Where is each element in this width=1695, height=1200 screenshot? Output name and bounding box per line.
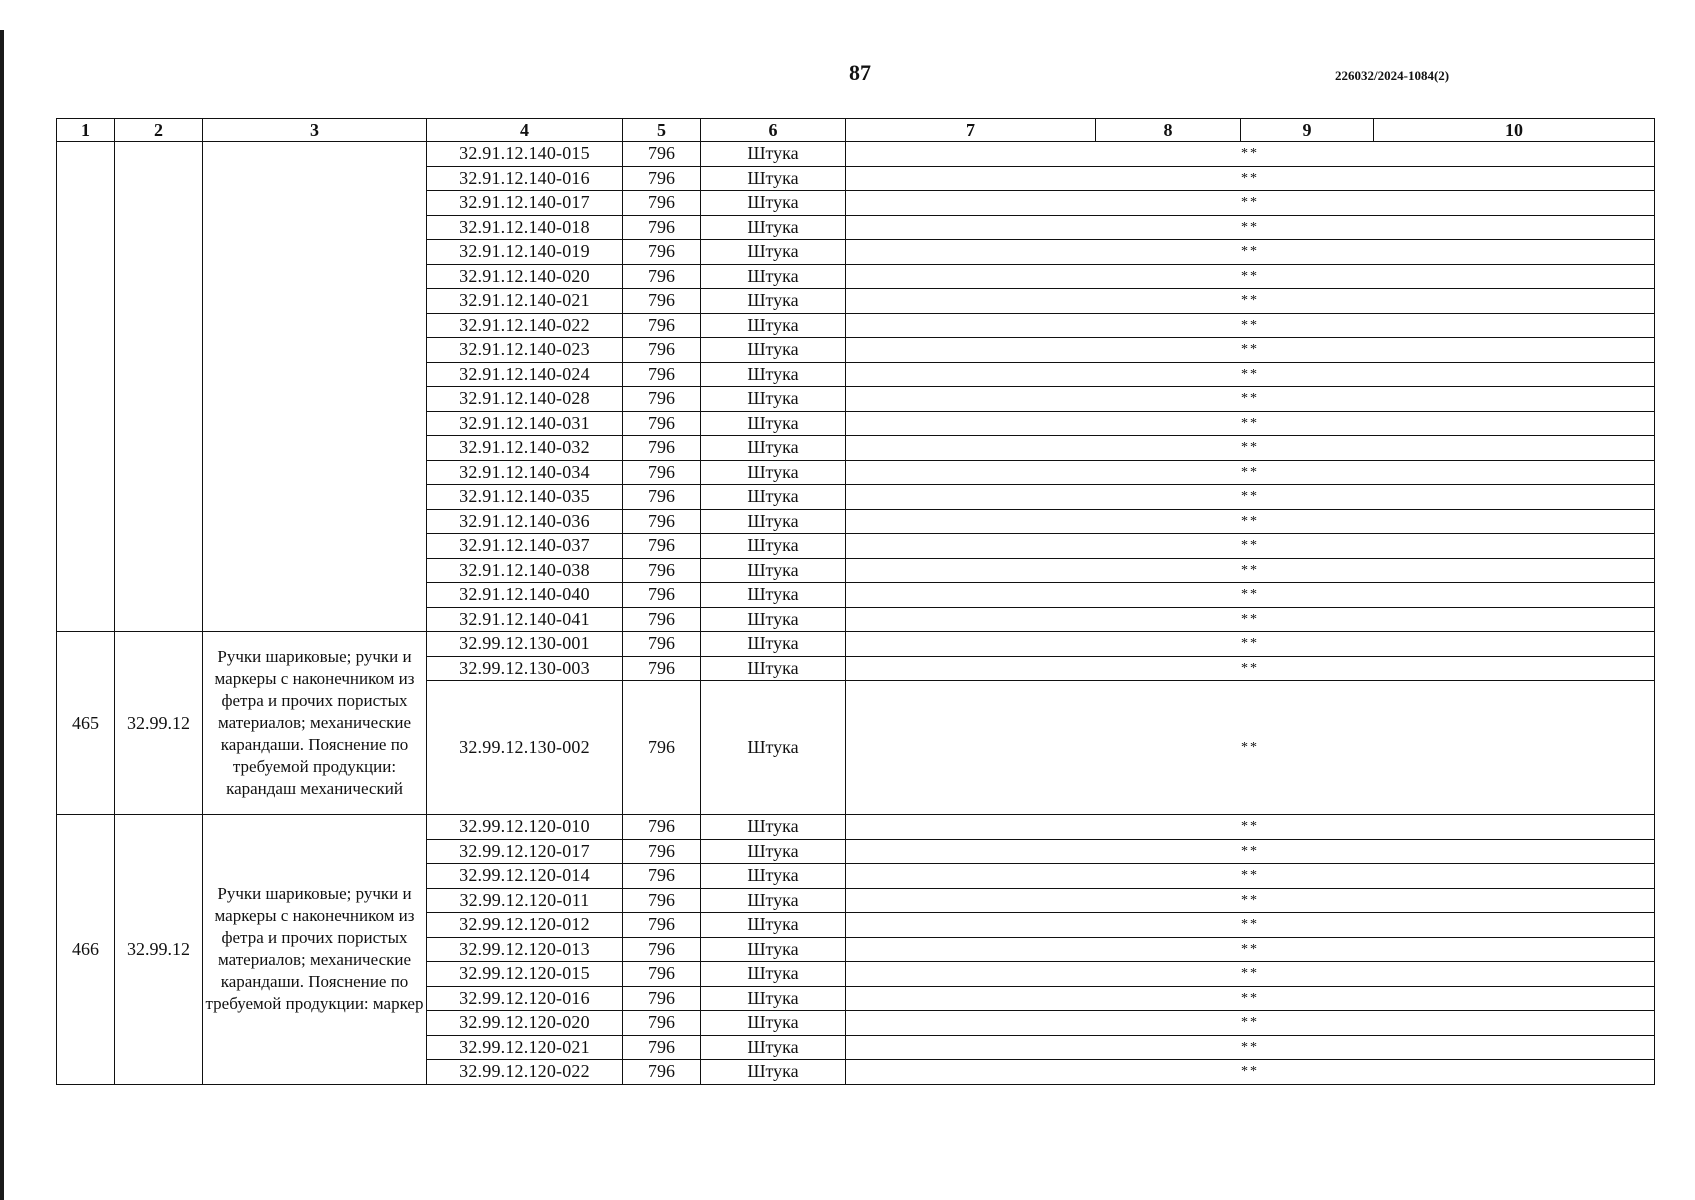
okpd-code-cell: 32.99.12 [115, 632, 203, 815]
merged-note-cell: ** [846, 558, 1655, 583]
row-number-cell [57, 142, 115, 632]
merged-note-cell: ** [846, 142, 1655, 167]
unit-cell: Штука [701, 962, 846, 987]
merged-note-cell: ** [846, 436, 1655, 461]
okei-code-cell: 796 [623, 1035, 701, 1060]
ktru-code-cell: 32.99.12.120-014 [427, 864, 623, 889]
table-body [57, 142, 1655, 1085]
okei-code-cell: 796 [623, 264, 701, 289]
description-cell: Ручки шариковые; ручки и маркеры с наконечником из фетра и прочих пористых материалов; механические карандаши. Пояснение по требуемой продукции: карандаш механический [203, 632, 427, 815]
unit-cell: Штука [701, 1035, 846, 1060]
ktru-code-cell: 32.91.12.140-034 [427, 460, 623, 485]
merged-note-cell: ** [846, 962, 1655, 987]
column-header: 7 [846, 119, 1096, 142]
okei-code-cell: 796 [623, 485, 701, 510]
unit-cell: Штука [701, 815, 846, 840]
okei-code-cell: 796 [623, 607, 701, 632]
merged-note-cell: ** [846, 632, 1655, 657]
merged-note-cell: ** [846, 583, 1655, 608]
okei-code-cell: 796 [623, 534, 701, 559]
okei-code-cell: 796 [623, 962, 701, 987]
ktru-code-cell: 32.99.12.120-020 [427, 1011, 623, 1036]
merged-note-cell: ** [846, 681, 1655, 815]
ktru-code-cell: 32.91.12.140-021 [427, 289, 623, 314]
unit-cell: Штука [701, 509, 846, 534]
unit-cell: Штука [701, 215, 846, 240]
column-header: 8 [1096, 119, 1241, 142]
okei-code-cell: 796 [623, 240, 701, 265]
column-header: 10 [1374, 119, 1655, 142]
unit-cell: Штука [701, 485, 846, 510]
ktru-code-cell: 32.91.12.140-017 [427, 191, 623, 216]
table-row [57, 815, 1655, 840]
ktru-code-cell: 32.99.12.120-013 [427, 937, 623, 962]
merged-note-cell: ** [846, 607, 1655, 632]
ktru-code-cell: 32.99.12.120-016 [427, 986, 623, 1011]
ktru-code-cell: 32.91.12.140-019 [427, 240, 623, 265]
ktru-code-cell: 32.91.12.140-038 [427, 558, 623, 583]
unit-cell: Штука [701, 558, 846, 583]
column-header: 3 [203, 119, 427, 142]
unit-cell: Штука [701, 839, 846, 864]
ktru-code-cell: 32.91.12.140-037 [427, 534, 623, 559]
okei-code-cell: 796 [623, 1011, 701, 1036]
unit-cell: Штука [701, 142, 846, 167]
merged-note-cell: ** [846, 240, 1655, 265]
column-header: 4 [427, 119, 623, 142]
column-header: 5 [623, 119, 701, 142]
document-id: 226032/2024-1084(2) [1335, 68, 1450, 83]
okei-code-cell: 796 [623, 986, 701, 1011]
merged-note-cell: ** [846, 888, 1655, 913]
merged-note-cell: ** [846, 411, 1655, 436]
unit-cell: Штука [701, 1011, 846, 1036]
unit-cell: Штука [701, 240, 846, 265]
unit-cell: Штука [701, 338, 846, 363]
column-header: 9 [1241, 119, 1374, 142]
ktru-code-cell: 32.99.12.120-011 [427, 888, 623, 913]
ktru-code-cell: 32.99.12.120-021 [427, 1035, 623, 1060]
ktru-code-cell: 32.91.12.140-036 [427, 509, 623, 534]
page-number: 87 [849, 60, 871, 85]
merged-note-cell: ** [846, 289, 1655, 314]
okei-code-cell: 796 [623, 864, 701, 889]
merged-note-cell: ** [846, 362, 1655, 387]
okei-code-cell: 796 [623, 558, 701, 583]
ktru-code-cell: 32.91.12.140-018 [427, 215, 623, 240]
unit-cell: Штука [701, 632, 846, 657]
unit-cell: Штука [701, 913, 846, 938]
okei-code-cell: 796 [623, 839, 701, 864]
unit-cell: Штука [701, 436, 846, 461]
merged-note-cell: ** [846, 986, 1655, 1011]
unit-cell: Штука [701, 534, 846, 559]
merged-note-cell: ** [846, 534, 1655, 559]
row-number-cell: 465 [57, 632, 115, 815]
okei-code-cell: 796 [623, 436, 701, 461]
unit-cell: Штука [701, 607, 846, 632]
okei-code-cell: 796 [623, 166, 701, 191]
ktru-code-cell: 32.91.12.140-020 [427, 264, 623, 289]
unit-cell: Штука [701, 313, 846, 338]
unit-cell: Штука [701, 264, 846, 289]
ktru-code-cell: 32.91.12.140-022 [427, 313, 623, 338]
ktru-code-cell: 32.99.12.120-010 [427, 815, 623, 840]
okei-code-cell: 796 [623, 681, 701, 815]
okei-code-cell: 796 [623, 460, 701, 485]
table-row [57, 632, 1655, 657]
merged-note-cell: ** [846, 215, 1655, 240]
merged-note-cell: ** [846, 485, 1655, 510]
merged-note-cell: ** [846, 656, 1655, 681]
ktru-code-cell: 32.99.12.120-012 [427, 913, 623, 938]
okpd-code-cell [115, 142, 203, 632]
unit-cell: Штука [701, 864, 846, 889]
ktru-code-cell: 32.91.12.140-015 [427, 142, 623, 167]
ktru-code-cell: 32.99.12.130-001 [427, 632, 623, 657]
ktru-code-cell: 32.99.12.130-002 [427, 681, 623, 815]
unit-cell: Штука [701, 411, 846, 436]
unit-cell: Штука [701, 888, 846, 913]
unit-cell: Штука [701, 387, 846, 412]
description-cell [203, 142, 427, 632]
ktru-code-cell: 32.91.12.140-040 [427, 583, 623, 608]
unit-cell: Штука [701, 362, 846, 387]
ktru-code-cell: 32.91.12.140-023 [427, 338, 623, 363]
ktru-code-cell: 32.91.12.140-016 [427, 166, 623, 191]
okei-code-cell: 796 [623, 142, 701, 167]
unit-cell: Штука [701, 289, 846, 314]
table-row [57, 142, 1655, 167]
merged-note-cell: ** [846, 313, 1655, 338]
unit-cell: Штука [701, 656, 846, 681]
okei-code-cell: 796 [623, 632, 701, 657]
merged-note-cell: ** [846, 264, 1655, 289]
merged-note-cell: ** [846, 815, 1655, 840]
ktru-code-cell: 32.99.12.120-015 [427, 962, 623, 987]
unit-cell: Штука [701, 460, 846, 485]
okei-code-cell: 796 [623, 1060, 701, 1085]
ktru-code-cell: 32.91.12.140-035 [427, 485, 623, 510]
okei-code-cell: 796 [623, 509, 701, 534]
unit-cell: Штука [701, 681, 846, 815]
okei-code-cell: 796 [623, 411, 701, 436]
merged-note-cell: ** [846, 166, 1655, 191]
description-cell: Ручки шариковые; ручки и маркеры с наконечником из фетра и прочих пористых материалов; механические карандаши. Пояснение по требуемой продукции: маркер [203, 815, 427, 1085]
unit-cell: Штука [701, 937, 846, 962]
merged-note-cell: ** [846, 1060, 1655, 1085]
ktru-code-cell: 32.91.12.140-028 [427, 387, 623, 412]
merged-note-cell: ** [846, 937, 1655, 962]
scan-edge [0, 30, 4, 1200]
merged-note-cell: ** [846, 1011, 1655, 1036]
okei-code-cell: 796 [623, 913, 701, 938]
ktru-code-cell: 32.99.12.120-022 [427, 1060, 623, 1085]
merged-note-cell: ** [846, 839, 1655, 864]
okei-code-cell: 796 [623, 937, 701, 962]
ktru-code-cell: 32.91.12.140-031 [427, 411, 623, 436]
unit-cell: Штука [701, 1060, 846, 1085]
okei-code-cell: 796 [623, 191, 701, 216]
okei-code-cell: 796 [623, 583, 701, 608]
okei-code-cell: 796 [623, 338, 701, 363]
okei-code-cell: 796 [623, 215, 701, 240]
okei-code-cell: 796 [623, 387, 701, 412]
okpd-code-cell: 32.99.12 [115, 815, 203, 1085]
header-row [57, 119, 1655, 142]
ktru-code-cell: 32.91.12.140-041 [427, 607, 623, 632]
okei-code-cell: 796 [623, 815, 701, 840]
column-header: 2 [115, 119, 203, 142]
merged-note-cell: ** [846, 191, 1655, 216]
unit-cell: Штука [701, 986, 846, 1011]
okei-code-cell: 796 [623, 289, 701, 314]
merged-note-cell: ** [846, 1035, 1655, 1060]
column-header: 6 [701, 119, 846, 142]
unit-cell: Штука [701, 166, 846, 191]
okei-code-cell: 796 [623, 313, 701, 338]
row-number-cell: 466 [57, 815, 115, 1085]
okei-code-cell: 796 [623, 656, 701, 681]
ktru-code-cell: 32.91.12.140-032 [427, 436, 623, 461]
ktru-code-cell: 32.99.12.120-017 [427, 839, 623, 864]
merged-note-cell: ** [846, 387, 1655, 412]
procurement-table [56, 118, 1655, 1085]
merged-note-cell: ** [846, 460, 1655, 485]
unit-cell: Штука [701, 583, 846, 608]
merged-note-cell: ** [846, 913, 1655, 938]
okei-code-cell: 796 [623, 362, 701, 387]
ktru-code-cell: 32.91.12.140-024 [427, 362, 623, 387]
unit-cell: Штука [701, 191, 846, 216]
ktru-code-cell: 32.99.12.130-003 [427, 656, 623, 681]
merged-note-cell: ** [846, 338, 1655, 363]
column-header: 1 [57, 119, 115, 142]
okei-code-cell: 796 [623, 888, 701, 913]
merged-note-cell: ** [846, 864, 1655, 889]
merged-note-cell: ** [846, 509, 1655, 534]
